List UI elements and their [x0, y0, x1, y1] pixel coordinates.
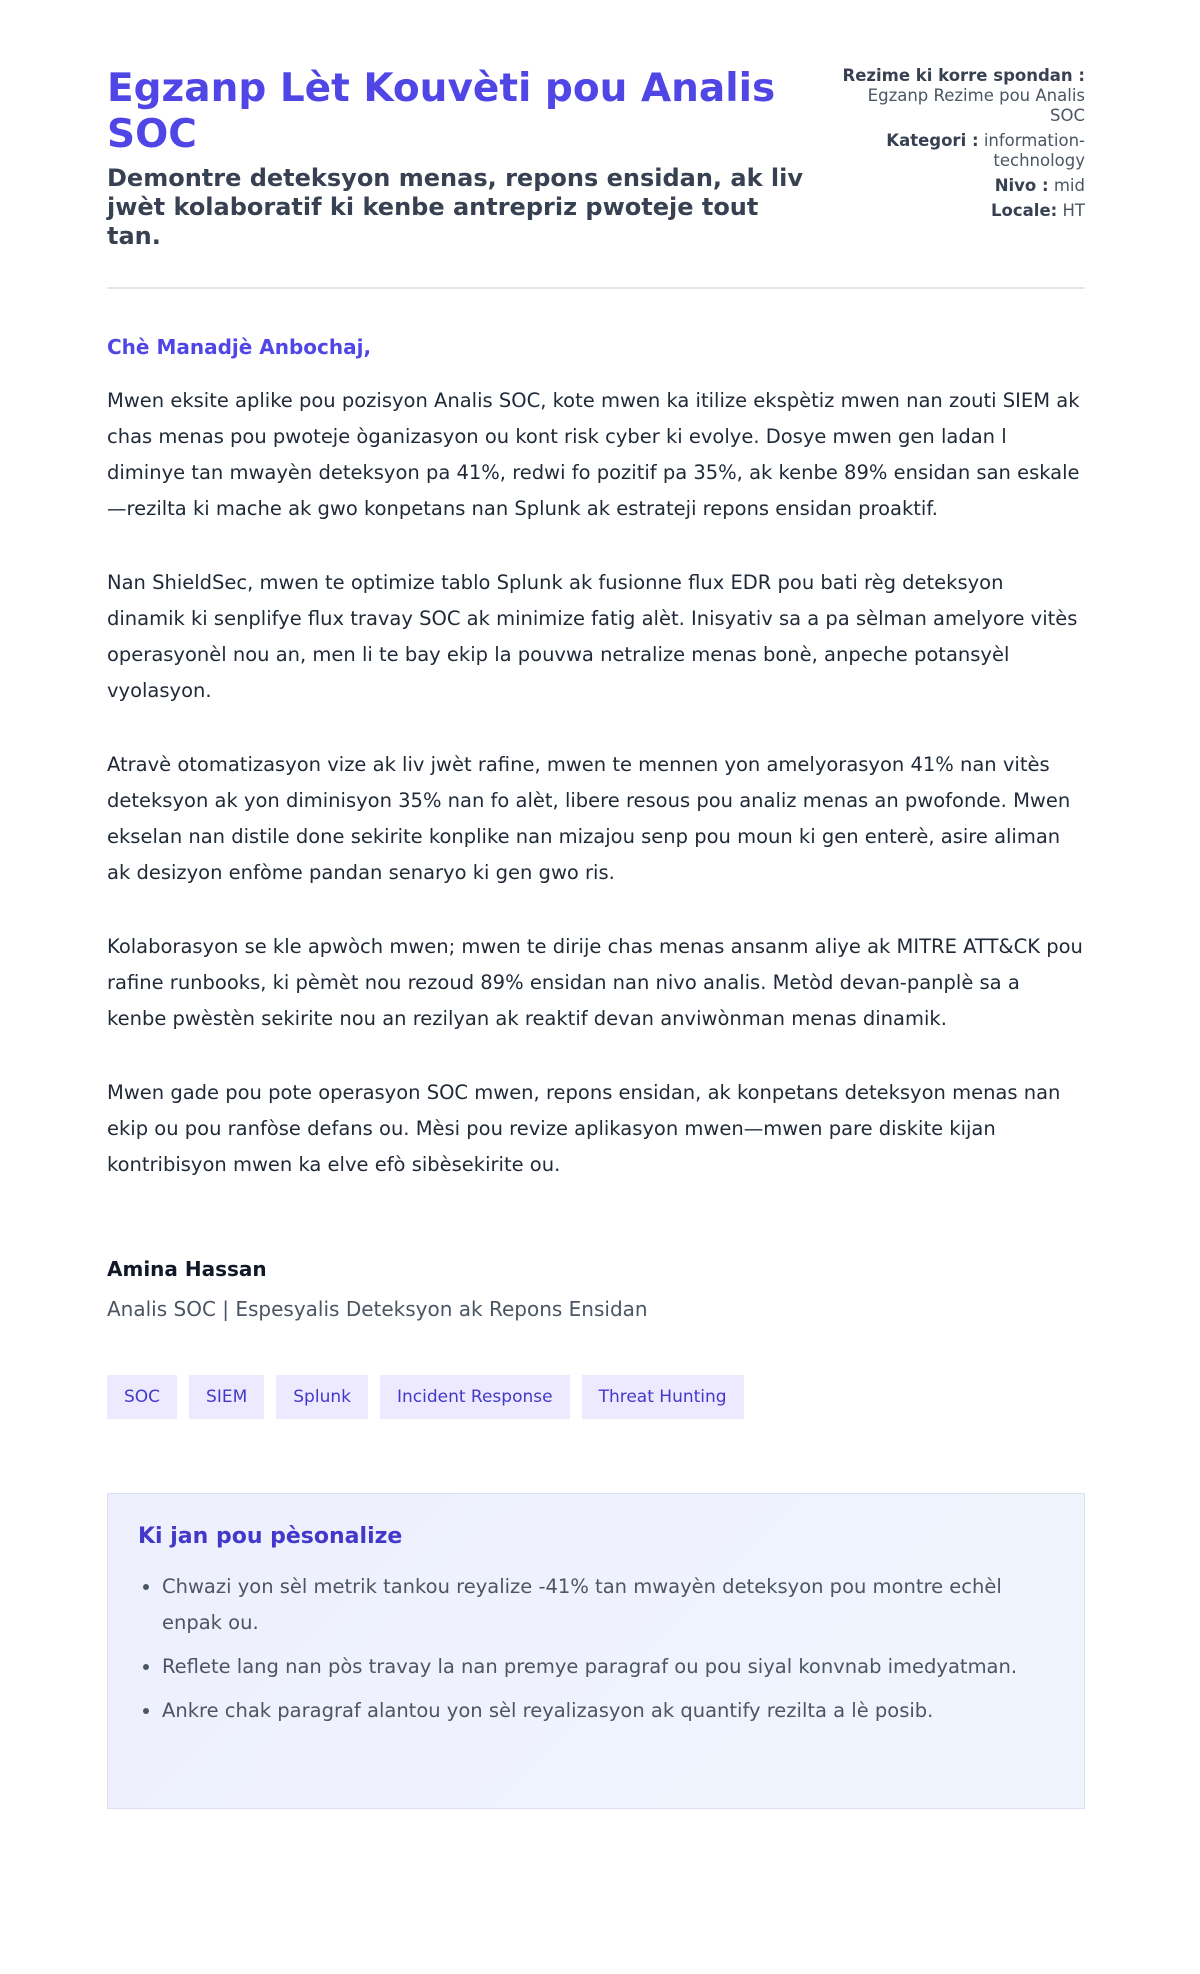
tips-list — [138, 1569, 1054, 1729]
tip-item: • Chwazi yon sèl metrik tankou reyalize -41% tan mwayèn deteksyon pou montre echèl enpak ou. — [162, 1569, 1054, 1641]
meta-value: mid — [1053, 176, 1085, 195]
meta-value: information-technology — [983, 131, 1085, 170]
customization-tips — [107, 1493, 1085, 1809]
tag: SIEM — [189, 1375, 264, 1419]
tag-list — [107, 1375, 1085, 1419]
meta-label: Kategori : — [886, 131, 979, 150]
signature-title: Analis SOC | Espesyalis Deteksyon ak Repons Ensidan — [107, 1297, 648, 1321]
tip-item: • Ankre chak paragraf alantou yon sèl reyalizasyon ak quantify rezilta a lè posib. — [162, 1693, 1054, 1729]
meta-label: Nivo : — [994, 176, 1049, 195]
title-block — [107, 66, 807, 251]
signature-name: Amina Hassan — [107, 1257, 267, 1281]
letter-paragraph: Atravè otomatizasyon vize ak liv jwèt rafine, mwen te mennen yon amelyorasyon 41% nan vitès deteksyon ak yon diminisyon 35% nan fo alèt, libere resous pou analiz menas an pwofonde. Mwen ekselan nan distile done sekirite konplike nan mizajou senp pou moun ki gen enterè, asire aliman ak desizyon enfòme pandan senaryo ki gen gwo ris. — [107, 753, 1071, 884]
letter-paragraph: Nan ShieldSec, mwen te optimize tablo Splunk ak fusionne flux EDR pou bati règ deteksyon dinamik ki senplifye flux travay SOC ak minimize fatig alèt. Inisyativ sa a pa sèlman amelyore vitès operasyonèl nou an, men li te bay ekip la pouvwa netralize menas bonè, anpeche potansyèl vyolasyon. — [107, 571, 1078, 702]
letter-paragraph: Mwen eksite aplike pou pozisyon Analis SOC, kote mwen ka itilize ekspètiz mwen nan zouti SIEM ak chas menas pou pwoteje òganizasyon ou kont risk cyber ki evolye. Dosye mwen gen ladan l diminye tan mwayèn deteksyon pa 41%, redwi fo pozitif pa 35%, ak kenbe 89% ensidan san eskale—rezilta ki mache ak gwo konpetans nan Splunk ak estrateji repons ensidan proaktif. — [107, 389, 1080, 520]
letter-paragraph: Mwen gade pou pote operasyon SOC mwen, repons ensidan, ak konpetans deteksyon menas nan ekip ou pou ranfòse defans ou. Mèsi pou revize aplikasyon mwen—mwen pare diskite kijan kontribisyon mwen ka elve efò sibèsekirite ou. — [107, 1081, 1061, 1176]
page-title: Egzanp Lèt Kouvèti pou Analis SOC — [107, 66, 776, 157]
meta-resume — [840, 66, 1085, 126]
cover-letter-page — [107, 0, 1085, 1809]
meta-value: HT — [1062, 201, 1085, 220]
tips-title: Ki jan pou pèsonalize — [138, 1524, 403, 1549]
meta-label: Rezime ki korre spondan : — [842, 66, 1085, 85]
header — [107, 0, 1085, 251]
tag: Threat Hunting — [582, 1375, 744, 1419]
letter-paragraph: Kolaborasyon se kle apwòch mwen; mwen te dirije chas menas ansanm aliye ak MITRE ATT&CK pou rafine runbooks, ki pèmèt nou rezoud 89% ensidan nan nivo analis. Metòd devan-panplè sa a kenbe pwèstèn sekirite nou an rezilyan ak reaktif devan anviwònman menas dinamik. — [107, 935, 1083, 1030]
meta-level — [840, 176, 1085, 196]
meta-value: Egzanp Rezime pou Analis SOC — [867, 86, 1085, 125]
tag: Splunk — [276, 1375, 368, 1419]
tip-item: • Reflete lang nan pòs travay la nan premye paragraf ou pou siyal konvnab imedyatman. — [162, 1649, 1054, 1685]
meta-category — [840, 131, 1085, 171]
meta-locale — [840, 201, 1085, 221]
tag: Incident Response — [380, 1375, 570, 1419]
meta-label: Locale: — [991, 201, 1058, 220]
divider — [107, 287, 1085, 289]
page-subtitle: Demontre deteksyon menas, repons ensidan, ak liv jwèt kolaboratif ki kenbe antrepriz pwoteje tout tan. — [107, 164, 803, 250]
greeting: Chè Manadjè Anbochaj, — [107, 335, 372, 359]
meta-panel — [840, 66, 1085, 251]
tag: SOC — [107, 1375, 177, 1419]
